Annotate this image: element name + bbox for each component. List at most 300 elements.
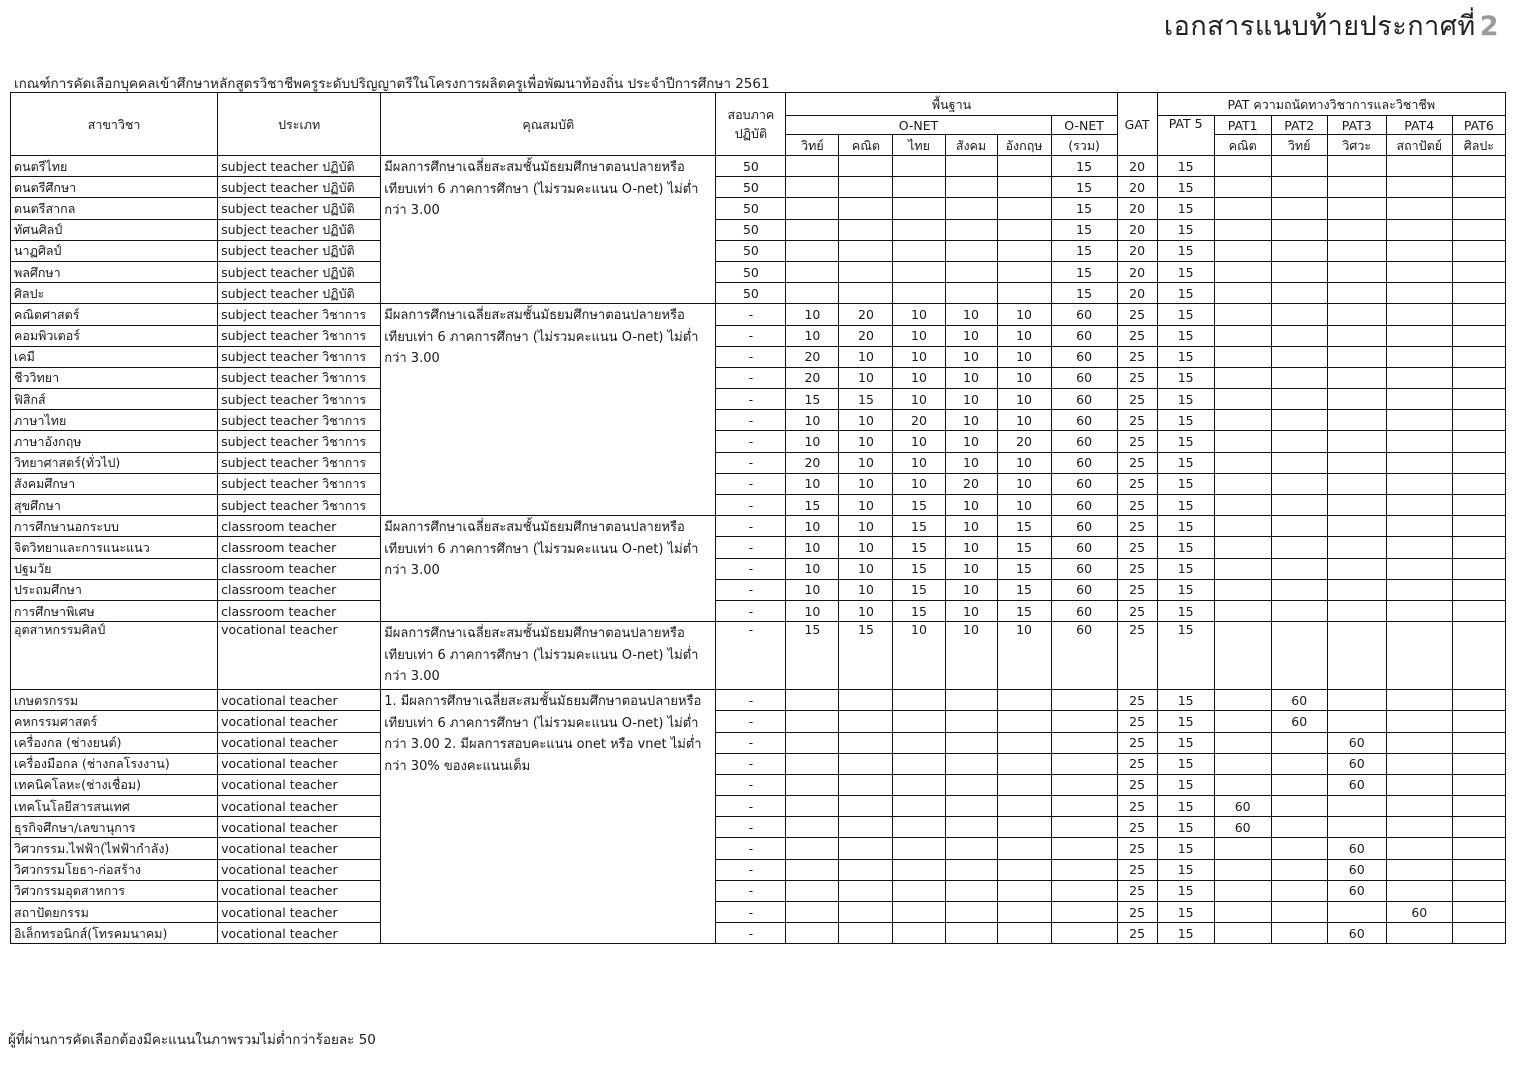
onet-thai-cell xyxy=(893,198,945,219)
onet-sci-cell xyxy=(786,156,839,177)
practical-exam-cell: - xyxy=(716,817,786,838)
pat2-cell xyxy=(1271,796,1327,817)
document-caption: เกณฑ์การคัดเลือกบุคคลเข้าศึกษาหลักสูตรวิชาชีพครูระดับปริญญาตรีในโครงการผลิตครูเพื่อพัฒนาท้องถิ่น ประจำปีการศึกษา 2561 xyxy=(14,76,770,92)
pat4-cell xyxy=(1386,219,1452,240)
gat-cell: 25 xyxy=(1117,600,1157,621)
pat1-cell: 60 xyxy=(1214,817,1271,838)
major-cell: วิทยาศาสตร์(ทั่วไป) xyxy=(11,452,218,473)
practical-exam-cell: - xyxy=(716,600,786,621)
pat1-cell xyxy=(1214,389,1271,410)
onet-total-cell xyxy=(1051,902,1117,923)
onet-sci-cell xyxy=(786,753,839,774)
header-gat: GAT xyxy=(1117,93,1157,156)
pat4-cell xyxy=(1386,367,1452,388)
pat1-cell xyxy=(1214,774,1271,795)
qualification-cell: มีผลการศึกษาเฉลี่ยสะสมชั้นมัธยมศึกษาตอนปลายหรือเทียบเท่า 6 ภาคการศึกษา (ไม่รวมคะแนน O-net) ไม่ต่ำกว่า 3.00 xyxy=(381,156,716,304)
major-cell: พลศึกษา xyxy=(11,261,218,282)
onet-social-cell xyxy=(945,198,997,219)
onet-thai-cell xyxy=(893,923,945,944)
onet-english-cell xyxy=(997,177,1051,198)
onet-social-cell: 10 xyxy=(945,516,997,537)
major-cell: เคมี xyxy=(11,346,218,367)
onet-social-cell: 10 xyxy=(945,367,997,388)
pat2-cell xyxy=(1271,838,1327,859)
major-cell: อิเล็กทรอนิกส์(โทรคมนาคม) xyxy=(11,923,218,944)
pat5-cell: 15 xyxy=(1157,304,1214,325)
practical-exam-cell: - xyxy=(716,410,786,431)
practical-exam-cell: - xyxy=(716,732,786,753)
onet-sci-cell: 20 xyxy=(786,452,839,473)
onet-social-cell xyxy=(945,774,997,795)
onet-thai-cell xyxy=(893,796,945,817)
onet-english-cell: 10 xyxy=(997,452,1051,473)
annex-number: 2 xyxy=(1479,11,1499,42)
practical-exam-cell: - xyxy=(716,880,786,901)
pat1-cell xyxy=(1214,219,1271,240)
pat1-cell xyxy=(1214,304,1271,325)
major-cell: สุขศึกษา xyxy=(11,495,218,516)
onet-math-cell xyxy=(839,219,893,240)
onet-social-cell xyxy=(945,283,997,304)
pat3-cell xyxy=(1327,902,1386,923)
pat2-cell xyxy=(1271,156,1327,177)
pat6-cell xyxy=(1452,219,1505,240)
pat1-cell xyxy=(1214,156,1271,177)
header-onet-social: สังคม xyxy=(945,135,997,156)
practical-exam-cell: - xyxy=(716,346,786,367)
gat-cell: 25 xyxy=(1117,732,1157,753)
onet-social-cell: 10 xyxy=(945,495,997,516)
pat2-cell xyxy=(1271,622,1327,690)
onet-sci-cell xyxy=(786,817,839,838)
practical-exam-cell: 50 xyxy=(716,198,786,219)
major-cell: วิศวกรรมโยธา-ก่อสร้าง xyxy=(11,859,218,880)
pat4-cell xyxy=(1386,261,1452,282)
pat1-cell xyxy=(1214,495,1271,516)
onet-social-cell: 10 xyxy=(945,304,997,325)
onet-thai-cell xyxy=(893,156,945,177)
onet-english-cell: 15 xyxy=(997,600,1051,621)
pat3-cell xyxy=(1327,219,1386,240)
type-cell: classroom teacher xyxy=(218,558,381,579)
pat6-cell xyxy=(1452,774,1505,795)
practical-exam-cell: - xyxy=(716,325,786,346)
major-cell: คณิตศาสตร์ xyxy=(11,304,218,325)
pat3-cell xyxy=(1327,325,1386,346)
pat5-cell: 15 xyxy=(1157,261,1214,282)
type-cell: vocational teacher xyxy=(218,732,381,753)
pat4-cell xyxy=(1386,774,1452,795)
onet-sci-cell xyxy=(786,177,839,198)
major-cell: ทัศนศิลป์ xyxy=(11,219,218,240)
onet-english-cell: 15 xyxy=(997,516,1051,537)
type-cell: vocational teacher xyxy=(218,774,381,795)
pat5-cell: 15 xyxy=(1157,240,1214,261)
onet-math-cell: 10 xyxy=(839,431,893,452)
pat3-cell xyxy=(1327,600,1386,621)
pat4-cell xyxy=(1386,880,1452,901)
onet-english-cell: 10 xyxy=(997,346,1051,367)
pat4-cell xyxy=(1386,304,1452,325)
type-cell: vocational teacher xyxy=(218,753,381,774)
pat5-cell: 15 xyxy=(1157,817,1214,838)
major-cell: การศึกษานอกระบบ xyxy=(11,516,218,537)
pat4-cell xyxy=(1386,495,1452,516)
pat6-cell xyxy=(1452,325,1505,346)
gat-cell: 20 xyxy=(1117,240,1157,261)
onet-math-cell: 10 xyxy=(839,452,893,473)
selection-criteria-table xyxy=(10,92,1506,944)
header-pat4-subject: สถาปัตย์ xyxy=(1386,135,1452,156)
pat4-cell xyxy=(1386,753,1452,774)
onet-sci-cell xyxy=(786,902,839,923)
onet-total-cell: 15 xyxy=(1051,240,1117,261)
pat4-cell xyxy=(1386,558,1452,579)
onet-sci-cell xyxy=(786,283,839,304)
onet-math-cell xyxy=(839,690,893,711)
pat5-cell: 15 xyxy=(1157,600,1214,621)
gat-cell: 25 xyxy=(1117,902,1157,923)
table-row xyxy=(11,389,1506,410)
onet-social-cell xyxy=(945,177,997,198)
header-onet-total-2: (รวม) xyxy=(1051,135,1117,156)
major-cell: สังคมศึกษา xyxy=(11,473,218,494)
pat5-cell: 15 xyxy=(1157,732,1214,753)
pat6-cell xyxy=(1452,452,1505,473)
pat5-cell: 15 xyxy=(1157,367,1214,388)
onet-math-cell: 15 xyxy=(839,389,893,410)
major-cell: วิศวกรรม.ไฟฟ้า(ไฟฟ้ากำลัง) xyxy=(11,838,218,859)
pat1-cell xyxy=(1214,838,1271,859)
gat-cell: 25 xyxy=(1117,473,1157,494)
onet-math-cell xyxy=(839,923,893,944)
type-cell: vocational teacher xyxy=(218,690,381,711)
pat1-cell xyxy=(1214,600,1271,621)
onet-thai-cell xyxy=(893,774,945,795)
type-cell: subject teacher ปฏิบัติ xyxy=(218,177,381,198)
onet-social-cell: 10 xyxy=(945,410,997,431)
onet-thai-cell: 15 xyxy=(893,537,945,558)
pat3-cell xyxy=(1327,817,1386,838)
onet-sci-cell: 10 xyxy=(786,579,839,600)
onet-sci-cell: 20 xyxy=(786,367,839,388)
table-row xyxy=(11,537,1506,558)
onet-math-cell: 15 xyxy=(839,622,893,690)
onet-english-cell xyxy=(997,198,1051,219)
practical-exam-cell: - xyxy=(716,838,786,859)
onet-thai-cell: 15 xyxy=(893,516,945,537)
onet-total-cell: 60 xyxy=(1051,431,1117,452)
onet-social-cell xyxy=(945,261,997,282)
onet-english-cell: 10 xyxy=(997,325,1051,346)
pat6-cell xyxy=(1452,516,1505,537)
pat5-cell: 15 xyxy=(1157,516,1214,537)
onet-thai-cell xyxy=(893,240,945,261)
pat1-cell xyxy=(1214,283,1271,304)
major-cell: ศิลปะ xyxy=(11,283,218,304)
type-cell: subject teacher วิชาการ xyxy=(218,325,381,346)
onet-english-cell xyxy=(997,817,1051,838)
header-onet-math: คณิต xyxy=(839,135,893,156)
gat-cell: 25 xyxy=(1117,579,1157,600)
pat6-cell xyxy=(1452,495,1505,516)
onet-sci-cell: 15 xyxy=(786,495,839,516)
onet-social-cell xyxy=(945,817,997,838)
onet-sci-cell xyxy=(786,732,839,753)
onet-social-cell: 10 xyxy=(945,600,997,621)
onet-math-cell: 10 xyxy=(839,579,893,600)
practical-exam-cell: - xyxy=(716,774,786,795)
gat-cell: 25 xyxy=(1117,817,1157,838)
major-cell: เทคนิคโลหะ(ช่างเชื่อม) xyxy=(11,774,218,795)
onet-social-cell: 10 xyxy=(945,325,997,346)
pat2-cell xyxy=(1271,732,1327,753)
onet-sci-cell: 15 xyxy=(786,389,839,410)
practical-exam-cell: - xyxy=(716,389,786,410)
type-cell: classroom teacher xyxy=(218,537,381,558)
pat4-cell xyxy=(1386,622,1452,690)
pat2-cell xyxy=(1271,261,1327,282)
pat3-cell xyxy=(1327,283,1386,304)
pat1-cell xyxy=(1214,473,1271,494)
pat4-cell xyxy=(1386,240,1452,261)
header-onet-english: อังกฤษ xyxy=(997,135,1051,156)
onet-social-cell xyxy=(945,838,997,859)
onet-sci-cell: 10 xyxy=(786,304,839,325)
pat2-cell xyxy=(1271,240,1327,261)
onet-thai-cell: 10 xyxy=(893,367,945,388)
onet-english-cell xyxy=(997,711,1051,732)
pat6-cell xyxy=(1452,859,1505,880)
practical-exam-cell: - xyxy=(716,473,786,494)
onet-thai-cell xyxy=(893,690,945,711)
pat1-cell xyxy=(1214,346,1271,367)
pat6-cell xyxy=(1452,796,1505,817)
onet-sci-cell: 10 xyxy=(786,600,839,621)
onet-sci-cell xyxy=(786,838,839,859)
onet-total-cell xyxy=(1051,753,1117,774)
pat2-cell xyxy=(1271,346,1327,367)
major-cell: จิตวิทยาและการแนะแนว xyxy=(11,537,218,558)
table-row xyxy=(11,516,1506,537)
pat2-cell xyxy=(1271,410,1327,431)
onet-english-cell xyxy=(997,774,1051,795)
onet-sci-cell: 10 xyxy=(786,558,839,579)
onet-thai-cell xyxy=(893,902,945,923)
onet-math-cell: 10 xyxy=(839,516,893,537)
pat2-cell xyxy=(1271,817,1327,838)
pat1-cell xyxy=(1214,240,1271,261)
pat2-cell xyxy=(1271,304,1327,325)
onet-sci-cell xyxy=(786,880,839,901)
gat-cell: 25 xyxy=(1117,622,1157,690)
pat6-cell xyxy=(1452,261,1505,282)
major-cell: คอมพิวเตอร์ xyxy=(11,325,218,346)
gat-cell: 25 xyxy=(1117,690,1157,711)
header-pat3: PAT3 xyxy=(1327,116,1386,135)
onet-total-cell xyxy=(1051,817,1117,838)
type-cell: vocational teacher xyxy=(218,880,381,901)
onet-total-cell: 60 xyxy=(1051,304,1117,325)
header-major: สาขาวิชา xyxy=(11,93,218,156)
pat2-cell xyxy=(1271,859,1327,880)
onet-sci-cell: 10 xyxy=(786,473,839,494)
type-cell: subject teacher วิชาการ xyxy=(218,346,381,367)
pat4-cell xyxy=(1386,690,1452,711)
header-pat2-subject: วิทย์ xyxy=(1271,135,1327,156)
header-pat6: PAT6 xyxy=(1452,116,1505,135)
onet-english-cell xyxy=(997,690,1051,711)
type-cell: vocational teacher xyxy=(218,859,381,880)
pat6-cell xyxy=(1452,902,1505,923)
pat5-cell: 15 xyxy=(1157,325,1214,346)
header-pat1: PAT1 xyxy=(1214,116,1271,135)
practical-exam-cell: - xyxy=(716,711,786,732)
onet-english-cell xyxy=(997,796,1051,817)
type-cell: subject teacher วิชาการ xyxy=(218,473,381,494)
pat6-cell xyxy=(1452,240,1505,261)
annex-title-text: เอกสารแนบท้ายประกาศที่ xyxy=(1163,11,1476,42)
onet-english-cell: 10 xyxy=(997,410,1051,431)
practical-exam-cell: - xyxy=(716,304,786,325)
table-row xyxy=(11,283,1506,304)
onet-math-cell xyxy=(839,753,893,774)
pat1-cell xyxy=(1214,579,1271,600)
gat-cell: 20 xyxy=(1117,156,1157,177)
header-type: ประเภท xyxy=(218,93,381,156)
onet-thai-cell xyxy=(893,283,945,304)
major-cell: ประถมศึกษา xyxy=(11,579,218,600)
onet-social-cell: 10 xyxy=(945,452,997,473)
onet-social-cell: 10 xyxy=(945,622,997,690)
pat2-cell xyxy=(1271,325,1327,346)
pat4-cell xyxy=(1386,389,1452,410)
pat4-cell xyxy=(1386,838,1452,859)
pat2-cell xyxy=(1271,902,1327,923)
pat6-cell xyxy=(1452,537,1505,558)
pat4-cell xyxy=(1386,516,1452,537)
type-cell: classroom teacher xyxy=(218,516,381,537)
pat2-cell xyxy=(1271,579,1327,600)
onet-english-cell xyxy=(997,838,1051,859)
type-cell: subject teacher วิชาการ xyxy=(218,431,381,452)
gat-cell: 25 xyxy=(1117,880,1157,901)
header-onet-total-1: O-NET xyxy=(1051,116,1117,135)
pat5-cell: 15 xyxy=(1157,219,1214,240)
pat5-cell: 15 xyxy=(1157,859,1214,880)
pat1-cell xyxy=(1214,902,1271,923)
onet-social-cell: 10 xyxy=(945,558,997,579)
gat-cell: 25 xyxy=(1117,516,1157,537)
major-cell: อุตสาหกรรมศิลป์ xyxy=(11,622,218,690)
major-cell: ภาษาไทย xyxy=(11,410,218,431)
gat-cell: 25 xyxy=(1117,774,1157,795)
table-row xyxy=(11,711,1506,732)
practical-exam-cell: - xyxy=(716,859,786,880)
onet-english-cell xyxy=(997,753,1051,774)
onet-total-cell xyxy=(1051,796,1117,817)
pat6-cell xyxy=(1452,389,1505,410)
pat4-cell xyxy=(1386,923,1452,944)
onet-math-cell xyxy=(839,283,893,304)
onet-total-cell: 15 xyxy=(1051,283,1117,304)
pat6-cell xyxy=(1452,410,1505,431)
practical-exam-cell: 50 xyxy=(716,156,786,177)
pat5-cell: 15 xyxy=(1157,880,1214,901)
onet-english-cell: 10 xyxy=(997,622,1051,690)
onet-math-cell xyxy=(839,859,893,880)
onet-english-cell xyxy=(997,261,1051,282)
gat-cell: 25 xyxy=(1117,495,1157,516)
onet-thai-cell: 20 xyxy=(893,410,945,431)
pat5-cell: 15 xyxy=(1157,796,1214,817)
onet-thai-cell xyxy=(893,817,945,838)
table-row xyxy=(11,219,1506,240)
onet-social-cell xyxy=(945,732,997,753)
onet-total-cell xyxy=(1051,711,1117,732)
onet-total-cell: 60 xyxy=(1051,600,1117,621)
pat2-cell xyxy=(1271,219,1327,240)
pat2-cell: 60 xyxy=(1271,690,1327,711)
pat1-cell xyxy=(1214,880,1271,901)
major-cell: ชีววิทยา xyxy=(11,367,218,388)
onet-thai-cell: 15 xyxy=(893,558,945,579)
major-cell: ฟิสิกส์ xyxy=(11,389,218,410)
table-row xyxy=(11,198,1506,219)
pat4-cell xyxy=(1386,817,1452,838)
header-onet: O-NET xyxy=(786,116,1051,135)
onet-thai-cell xyxy=(893,711,945,732)
onet-math-cell xyxy=(839,156,893,177)
pat2-cell xyxy=(1271,473,1327,494)
table-row xyxy=(11,690,1506,711)
pat2-cell xyxy=(1271,367,1327,388)
pat3-cell: 60 xyxy=(1327,859,1386,880)
gat-cell: 25 xyxy=(1117,325,1157,346)
practical-exam-cell: - xyxy=(716,796,786,817)
onet-social-cell xyxy=(945,156,997,177)
onet-thai-cell: 10 xyxy=(893,389,945,410)
pat3-cell: 60 xyxy=(1327,774,1386,795)
pat6-cell xyxy=(1452,923,1505,944)
pat1-cell xyxy=(1214,452,1271,473)
major-cell: นาฏศิลป์ xyxy=(11,240,218,261)
table-row xyxy=(11,240,1506,261)
gat-cell: 25 xyxy=(1117,389,1157,410)
onet-social-cell xyxy=(945,902,997,923)
onet-sci-cell xyxy=(786,219,839,240)
major-cell: เครื่องกล (ช่างยนต์) xyxy=(11,732,218,753)
onet-thai-cell: 15 xyxy=(893,495,945,516)
pat2-cell xyxy=(1271,283,1327,304)
pat3-cell xyxy=(1327,431,1386,452)
pat5-cell: 15 xyxy=(1157,346,1214,367)
type-cell: subject teacher วิชาการ xyxy=(218,495,381,516)
type-cell: classroom teacher xyxy=(218,579,381,600)
header-pat4: PAT4 xyxy=(1386,116,1452,135)
onet-sci-cell xyxy=(786,796,839,817)
type-cell: subject teacher ปฏิบัติ xyxy=(218,156,381,177)
gat-cell: 25 xyxy=(1117,304,1157,325)
onet-total-cell: 60 xyxy=(1051,452,1117,473)
onet-social-cell xyxy=(945,753,997,774)
onet-english-cell: 10 xyxy=(997,495,1051,516)
onet-total-cell: 60 xyxy=(1051,325,1117,346)
type-cell: subject teacher ปฏิบัติ xyxy=(218,198,381,219)
onet-thai-cell xyxy=(893,732,945,753)
pat3-cell xyxy=(1327,796,1386,817)
major-cell: คหกรรมศาสตร์ xyxy=(11,711,218,732)
